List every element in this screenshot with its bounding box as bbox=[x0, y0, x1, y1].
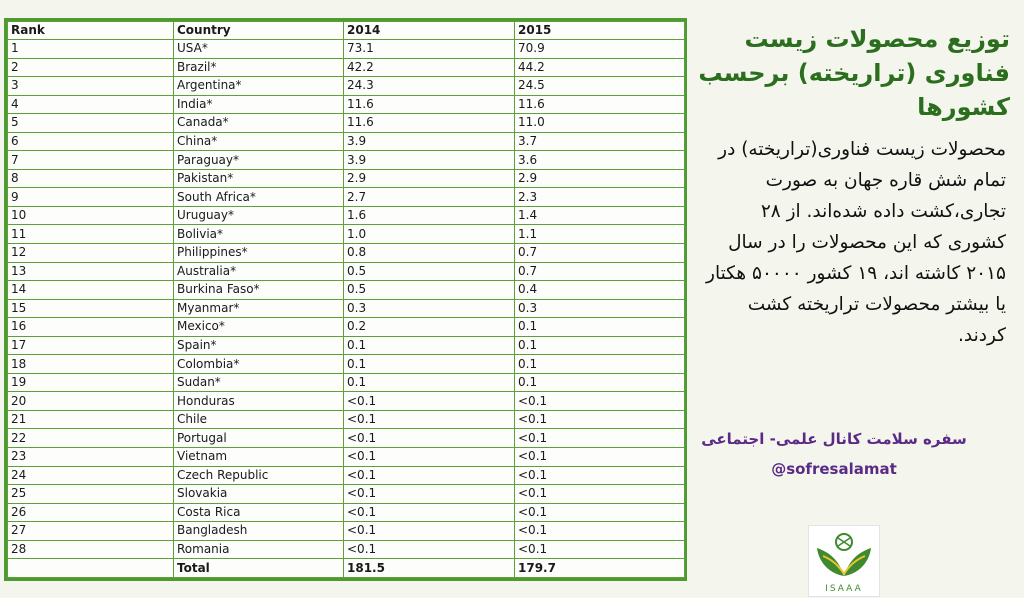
value-2015-cell: 0.1 bbox=[515, 373, 685, 392]
page-title: توزیع محصولات زیست فناوری (تراریخته) برحسب کشورها bbox=[698, 25, 1010, 121]
value-2014-cell: <0.1 bbox=[344, 540, 515, 559]
value-2014-cell: 0.1 bbox=[344, 355, 515, 374]
rank-cell: 1 bbox=[8, 40, 174, 59]
table-row bbox=[8, 95, 685, 114]
value-2014-cell: 0.5 bbox=[344, 281, 515, 300]
value-2014-cell: 2.9 bbox=[344, 169, 515, 188]
rank-cell: 27 bbox=[8, 522, 174, 541]
country-cell: Mexico* bbox=[174, 318, 344, 337]
value-2015-cell: 11.0 bbox=[515, 114, 685, 133]
table-row bbox=[8, 225, 685, 244]
rank-cell: 10 bbox=[8, 206, 174, 225]
header-2014: 2014 bbox=[344, 22, 515, 40]
value-2015-cell: 1.1 bbox=[515, 225, 685, 244]
value-2014-cell: 24.3 bbox=[344, 77, 515, 96]
value-2015-cell: <0.1 bbox=[515, 410, 685, 429]
rank-cell: 4 bbox=[8, 95, 174, 114]
value-2014-cell: <0.1 bbox=[344, 429, 515, 448]
rank-cell: 14 bbox=[8, 281, 174, 300]
rank-cell: 18 bbox=[8, 355, 174, 374]
value-2015-cell: 3.6 bbox=[515, 151, 685, 170]
header-2015: 2015 bbox=[515, 22, 685, 40]
country-cell: Bangladesh bbox=[174, 522, 344, 541]
value-2015-cell: <0.1 bbox=[515, 466, 685, 485]
table-row bbox=[8, 281, 685, 300]
value-2015-cell: 0.1 bbox=[515, 355, 685, 374]
table-row bbox=[8, 336, 685, 355]
country-cell: Spain* bbox=[174, 336, 344, 355]
table-row bbox=[8, 522, 685, 541]
rank-cell: 7 bbox=[8, 151, 174, 170]
value-2015-cell: 179.7 bbox=[515, 559, 685, 578]
value-2015-cell: 3.7 bbox=[515, 132, 685, 151]
table-row bbox=[8, 151, 685, 170]
value-2015-cell: <0.1 bbox=[515, 522, 685, 541]
country-cell: USA* bbox=[174, 40, 344, 59]
rank-cell bbox=[8, 559, 174, 578]
value-2014-cell: 11.6 bbox=[344, 95, 515, 114]
table-row bbox=[8, 318, 685, 337]
channel-handle[interactable]: @sofresalamat bbox=[771, 460, 897, 478]
value-2015-cell: 70.9 bbox=[515, 40, 685, 59]
country-cell: Myanmar* bbox=[174, 299, 344, 318]
table-row bbox=[8, 244, 685, 263]
country-cell: Canada* bbox=[174, 114, 344, 133]
rank-cell: 11 bbox=[8, 225, 174, 244]
rank-cell: 16 bbox=[8, 318, 174, 337]
country-cell: Bolivia* bbox=[174, 225, 344, 244]
rank-cell: 12 bbox=[8, 244, 174, 263]
table-row bbox=[8, 114, 685, 133]
rank-cell: 15 bbox=[8, 299, 174, 318]
isaaa-logo bbox=[808, 525, 880, 597]
value-2015-cell: 0.1 bbox=[515, 318, 685, 337]
table-row bbox=[8, 132, 685, 151]
country-cell: Portugal bbox=[174, 429, 344, 448]
value-2014-cell: 2.7 bbox=[344, 188, 515, 207]
value-2015-cell: <0.1 bbox=[515, 485, 685, 504]
value-2014-cell: <0.1 bbox=[344, 522, 515, 541]
header-country: Country bbox=[174, 22, 344, 40]
country-cell: Romania bbox=[174, 540, 344, 559]
table-row bbox=[8, 299, 685, 318]
rank-cell: 13 bbox=[8, 262, 174, 281]
value-2014-cell: 0.1 bbox=[344, 373, 515, 392]
country-cell: Philippines* bbox=[174, 244, 344, 263]
country-cell: Slovakia bbox=[174, 485, 344, 504]
country-table bbox=[7, 21, 685, 578]
rank-cell: 23 bbox=[8, 448, 174, 467]
rank-cell: 20 bbox=[8, 392, 174, 411]
value-2014-cell: 0.5 bbox=[344, 262, 515, 281]
country-cell: Brazil* bbox=[174, 58, 344, 77]
value-2015-cell: <0.1 bbox=[515, 448, 685, 467]
rank-cell: 5 bbox=[8, 114, 174, 133]
rank-cell: 21 bbox=[8, 410, 174, 429]
table-row bbox=[8, 169, 685, 188]
country-cell: South Africa* bbox=[174, 188, 344, 207]
value-2014-cell: 0.1 bbox=[344, 336, 515, 355]
value-2014-cell: 0.8 bbox=[344, 244, 515, 263]
table-row bbox=[8, 448, 685, 467]
country-cell: Burkina Faso* bbox=[174, 281, 344, 300]
rank-cell: 19 bbox=[8, 373, 174, 392]
value-2014-cell: <0.1 bbox=[344, 392, 515, 411]
value-2015-cell: <0.1 bbox=[515, 540, 685, 559]
value-2014-cell: <0.1 bbox=[344, 466, 515, 485]
value-2015-cell: 11.6 bbox=[515, 95, 685, 114]
rank-cell: 25 bbox=[8, 485, 174, 504]
table-row bbox=[8, 485, 685, 504]
rank-cell: 2 bbox=[8, 58, 174, 77]
rank-cell: 9 bbox=[8, 188, 174, 207]
value-2015-cell: 2.9 bbox=[515, 169, 685, 188]
table-row bbox=[8, 392, 685, 411]
logo-text: ISAAA bbox=[825, 584, 863, 594]
value-2014-cell: 0.2 bbox=[344, 318, 515, 337]
rank-cell: 8 bbox=[8, 169, 174, 188]
table-body bbox=[8, 40, 685, 578]
value-2015-cell: 0.4 bbox=[515, 281, 685, 300]
country-cell: Honduras bbox=[174, 392, 344, 411]
value-2014-cell: 1.6 bbox=[344, 206, 515, 225]
value-2015-cell: 0.3 bbox=[515, 299, 685, 318]
rank-cell: 6 bbox=[8, 132, 174, 151]
value-2014-cell: 11.6 bbox=[344, 114, 515, 133]
country-cell: Australia* bbox=[174, 262, 344, 281]
table-row bbox=[8, 262, 685, 281]
value-2014-cell: 181.5 bbox=[344, 559, 515, 578]
value-2014-cell: 42.2 bbox=[344, 58, 515, 77]
table-row bbox=[8, 188, 685, 207]
country-cell: Costa Rica bbox=[174, 503, 344, 522]
value-2015-cell: 0.1 bbox=[515, 336, 685, 355]
table-row bbox=[8, 429, 685, 448]
country-cell: India* bbox=[174, 95, 344, 114]
value-2015-cell: <0.1 bbox=[515, 392, 685, 411]
value-2014-cell: <0.1 bbox=[344, 503, 515, 522]
table-row bbox=[8, 40, 685, 59]
channel-name: سفره سلامت کانال علمی- اجتماعی bbox=[701, 430, 967, 448]
country-cell: Colombia* bbox=[174, 355, 344, 374]
value-2015-cell: <0.1 bbox=[515, 429, 685, 448]
value-2014-cell: 73.1 bbox=[344, 40, 515, 59]
country-cell: Total bbox=[174, 559, 344, 578]
country-cell: Paraguay* bbox=[174, 151, 344, 170]
table-row bbox=[8, 503, 685, 522]
country-cell: Chile bbox=[174, 410, 344, 429]
value-2015-cell: 24.5 bbox=[515, 77, 685, 96]
table-header-row bbox=[8, 22, 685, 40]
table-row bbox=[8, 410, 685, 429]
country-cell: Vietnam bbox=[174, 448, 344, 467]
table-row bbox=[8, 77, 685, 96]
value-2014-cell: <0.1 bbox=[344, 448, 515, 467]
data-table-container bbox=[4, 18, 687, 581]
rank-cell: 17 bbox=[8, 336, 174, 355]
country-cell: Pakistan* bbox=[174, 169, 344, 188]
table-total-row bbox=[8, 559, 685, 578]
value-2015-cell: 0.7 bbox=[515, 244, 685, 263]
country-cell: Argentina* bbox=[174, 77, 344, 96]
table-row bbox=[8, 355, 685, 374]
country-cell: China* bbox=[174, 132, 344, 151]
table-row bbox=[8, 206, 685, 225]
country-cell: Czech Republic bbox=[174, 466, 344, 485]
rank-cell: 26 bbox=[8, 503, 174, 522]
value-2014-cell: <0.1 bbox=[344, 410, 515, 429]
table-row bbox=[8, 373, 685, 392]
value-2014-cell: 0.3 bbox=[344, 299, 515, 318]
rank-cell: 28 bbox=[8, 540, 174, 559]
table-row bbox=[8, 466, 685, 485]
table-row bbox=[8, 540, 685, 559]
rank-cell: 3 bbox=[8, 77, 174, 96]
rank-cell: 22 bbox=[8, 429, 174, 448]
value-2014-cell: 3.9 bbox=[344, 132, 515, 151]
rank-cell: 24 bbox=[8, 466, 174, 485]
country-cell: Uruguay* bbox=[174, 206, 344, 225]
isaaa-leaf-icon bbox=[809, 526, 879, 582]
value-2014-cell: 1.0 bbox=[344, 225, 515, 244]
value-2014-cell: 3.9 bbox=[344, 151, 515, 170]
value-2015-cell: 0.7 bbox=[515, 262, 685, 281]
value-2014-cell: <0.1 bbox=[344, 485, 515, 504]
value-2015-cell: 2.3 bbox=[515, 188, 685, 207]
value-2015-cell: 1.4 bbox=[515, 206, 685, 225]
header-rank: Rank bbox=[8, 22, 174, 40]
table-row bbox=[8, 58, 685, 77]
country-cell: Sudan* bbox=[174, 373, 344, 392]
description-text: محصولات زیست فناوری(تراریخته) در تمام شش قاره جهان به صورت تجاری،کشت داده شده‌اند. از ۲۸ کشوری که این محصولات را در سال ۲۰۱۵ کاشته اند، ۱۹ کشور ۵۰۰۰۰ هکتار یا بیشتر محصولات تراریخته کشت کردند. bbox=[706, 139, 1006, 346]
value-2015-cell: <0.1 bbox=[515, 503, 685, 522]
value-2015-cell: 44.2 bbox=[515, 58, 685, 77]
